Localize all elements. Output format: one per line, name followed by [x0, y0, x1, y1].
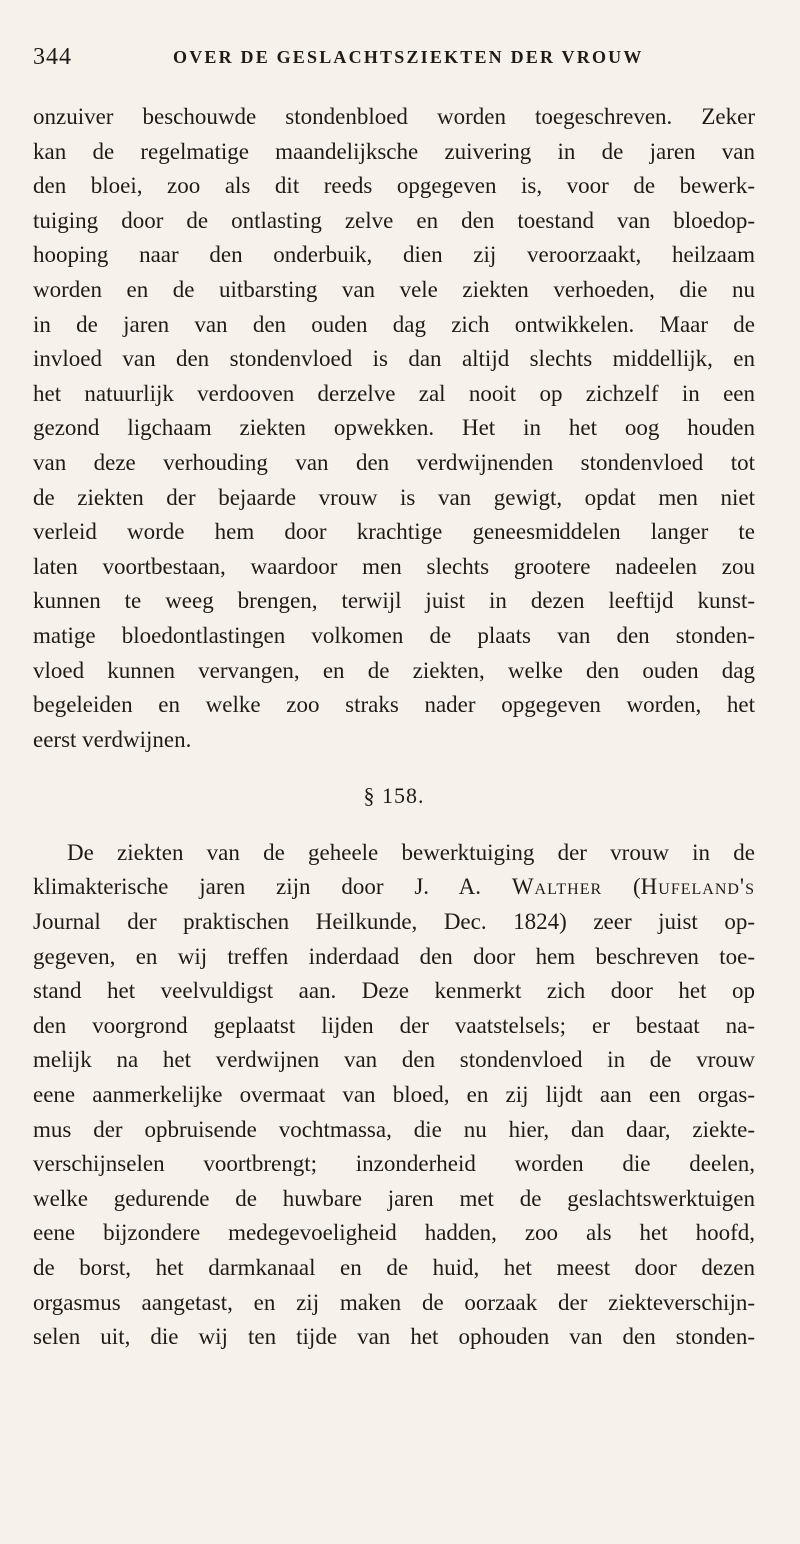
text-line: melijk na het verdwijnen van den stondenvloed in de vrouw — [33, 1047, 755, 1073]
text-line: hooping naar den onderbuik, dien zij veroorzaakt, heilzaam — [33, 242, 755, 268]
text-line: gezond ligchaam ziekten opwekken. Het in het oog houden — [33, 415, 755, 441]
page-number: 344 — [33, 44, 72, 70]
text-line: mus der opbruisende vochtmassa, die nu hier, dan daar, ziekte- — [33, 1116, 755, 1142]
author-name: Walther — [511, 874, 603, 900]
text-line: begeleiden en welke zoo straks nader opgegeven worden, het — [33, 692, 755, 718]
text-line: kan de regelmatige maandelijksche zuivering in de jaren van — [33, 138, 755, 164]
text-line: het natuurlijk verdooven derzelve zal nooit op zichzelf in een — [33, 380, 755, 406]
text-line: orgasmus aangetast, en zij maken de oorzaak der ziekteverschijn- — [33, 1289, 755, 1315]
text-line: invloed van den stondenvloed is dan altijd slechts middellijk, en — [33, 346, 755, 372]
text-line: tuiging door de ontlasting zelve en den toestand van bloedop- — [33, 207, 755, 233]
text-line: laten voortbestaan, waardoor men slechts grootere nadeelen zou — [33, 553, 755, 579]
text-line: verleid worde hem door krachtige geneesmiddelen langer te — [33, 519, 755, 545]
text-line: matige bloedontlastingen volkomen de plaats van den stonden- — [33, 622, 755, 648]
running-head — [33, 44, 752, 78]
paragraph-2 — [33, 836, 755, 1355]
text-line: van deze verhouding van den verdwijnenden stondenvloed tot — [33, 449, 755, 475]
text-line: welke gedurende de huwbare jaren met de geslachtswerktuigen — [33, 1185, 755, 1211]
text-line: kunnen te weeg brengen, terwijl juist in dezen leeftijd kunst- — [33, 588, 755, 614]
text-line: den voorgrond geplaatst lijden der vaatstelsels; er bestaat na- — [33, 1012, 755, 1038]
text-line: eene bijzondere medegevoeligheid hadden, zoo als het hoofd, — [33, 1220, 755, 1246]
text-line: eerst verdwijnen. — [33, 726, 192, 752]
body-text — [33, 100, 755, 1355]
text-line: De ziekten van de geheele bewerktuiging der vrouw in de — [67, 839, 755, 865]
text-line: onzuiver beschouwde stondenbloed worden toegeschreven. Zeker — [33, 104, 755, 129]
paragraph-1 — [33, 100, 755, 757]
text-line — [33, 870, 755, 905]
text-line: Journal der praktischen Heilkunde, Dec. 1824) zeer juist op- — [33, 909, 755, 935]
running-title: OVER DE GESLACHTSZIEKTEN DER VROUW — [173, 47, 644, 67]
text-line: in de jaren van den ouden dag zich ontwikkelen. Maar de — [33, 311, 755, 337]
text-line: de ziekten der bejaarde vrouw is van gewigt, opdat men niet — [33, 484, 755, 510]
text-line: selen uit, die wij ten tijde van het ophouden van den stonden- — [33, 1324, 755, 1350]
author-name: Hufeland's — [640, 874, 755, 900]
text-run: klimakterische jaren zijn door J. A. — [33, 874, 512, 900]
text-line: eene aanmerkelijke overmaat van bloed, en zij lijdt aan een orgas- — [33, 1082, 755, 1108]
text-line: stand het veelvuldigst aan. Deze kenmerkt zich door het op — [33, 978, 755, 1004]
text-line: vloed kunnen vervangen, en de ziekten, welke den ouden dag — [33, 657, 755, 683]
text-line: worden en de uitbarsting van vele ziekten verhoeden, die nu — [33, 276, 755, 302]
text-line: verschijnselen voortbrengt; inzonderheid worden die deelen, — [33, 1151, 755, 1177]
text-line: de borst, het darmkanaal en de huid, het meest door dezen — [33, 1255, 755, 1280]
text-run: ( — [602, 874, 641, 900]
text-line: den bloei, zoo als dit reeds opgegeven is, voor de bewerk- — [33, 173, 755, 199]
text-line: gegeven, en wij treffen inderdaad den door hem beschreven toe- — [33, 943, 755, 969]
section-heading: § 158. — [363, 783, 425, 809]
